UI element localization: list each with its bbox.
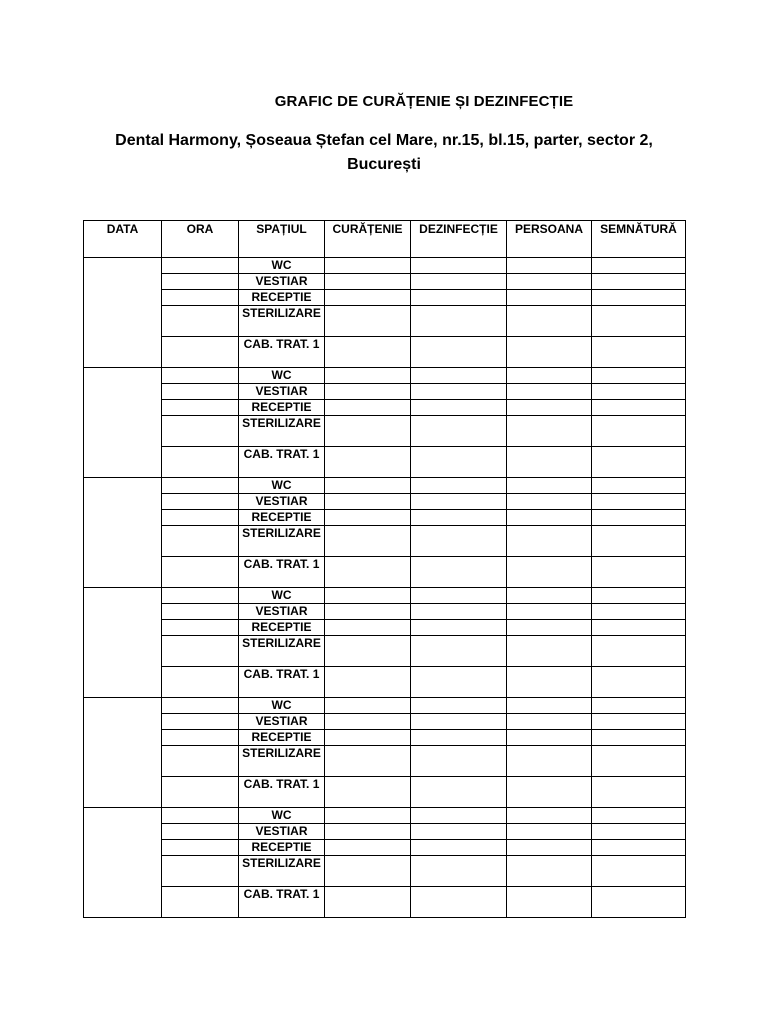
time-cell[interactable] <box>162 494 239 510</box>
disinfection-cell[interactable] <box>411 824 507 840</box>
space-label: VESTIAR <box>239 714 325 730</box>
time-cell[interactable] <box>162 840 239 856</box>
space-label: STERILIZARE <box>239 746 325 777</box>
signature-cell[interactable] <box>592 620 686 636</box>
time-cell[interactable] <box>162 526 239 557</box>
signature-cell[interactable] <box>592 808 686 824</box>
cleaning-schedule-table <box>83 220 686 918</box>
header-data: DATA <box>84 221 162 258</box>
space-label: RECEPTIE <box>239 840 325 856</box>
time-cell[interactable] <box>162 258 239 274</box>
table-row <box>84 746 686 777</box>
date-cell[interactable] <box>84 368 162 478</box>
signature-cell[interactable] <box>592 416 686 447</box>
table-row <box>84 824 686 840</box>
person-cell[interactable] <box>507 667 592 698</box>
table-row <box>84 400 686 416</box>
signature-cell[interactable] <box>592 447 686 478</box>
person-cell[interactable] <box>507 494 592 510</box>
table-row <box>84 416 686 447</box>
space-label: CAB. TRAT. 1 <box>239 667 325 698</box>
signature-cell[interactable] <box>592 604 686 620</box>
document-subtitle: Dental Harmony, Șoseaua Ștefan cel Mare, nr.15, bl.15, parter, sector 2, București <box>115 132 653 173</box>
signature-cell[interactable] <box>592 746 686 777</box>
time-cell[interactable] <box>162 290 239 306</box>
cleaning-cell[interactable] <box>325 636 411 667</box>
space-label: STERILIZARE <box>239 856 325 887</box>
disinfection-cell[interactable] <box>411 447 507 478</box>
signature-cell[interactable] <box>592 824 686 840</box>
disinfection-cell[interactable] <box>411 667 507 698</box>
person-cell[interactable] <box>507 368 592 384</box>
signature-cell[interactable] <box>592 557 686 588</box>
space-label: RECEPTIE <box>239 510 325 526</box>
cleaning-cell[interactable] <box>325 337 411 368</box>
cleaning-cell[interactable] <box>325 730 411 746</box>
time-cell[interactable] <box>162 274 239 290</box>
person-cell[interactable] <box>507 384 592 400</box>
person-cell[interactable] <box>507 588 592 604</box>
table-row <box>84 777 686 808</box>
time-cell[interactable] <box>162 887 239 918</box>
table-row <box>84 887 686 918</box>
person-cell[interactable] <box>507 416 592 447</box>
header-persoana: PERSOANA <box>507 221 592 258</box>
person-cell[interactable] <box>507 274 592 290</box>
disinfection-cell[interactable] <box>411 306 507 337</box>
signature-cell[interactable] <box>592 714 686 730</box>
signature-cell[interactable] <box>592 306 686 337</box>
table-row <box>84 306 686 337</box>
disinfection-cell[interactable] <box>411 337 507 368</box>
disinfection-cell[interactable] <box>411 557 507 588</box>
space-label: RECEPTIE <box>239 620 325 636</box>
person-cell[interactable] <box>507 510 592 526</box>
cleaning-cell[interactable] <box>325 604 411 620</box>
signature-cell[interactable] <box>592 274 686 290</box>
time-cell[interactable] <box>162 384 239 400</box>
signature-cell[interactable] <box>592 636 686 667</box>
cleaning-cell[interactable] <box>325 510 411 526</box>
disinfection-cell[interactable] <box>411 746 507 777</box>
cleaning-cell[interactable] <box>325 620 411 636</box>
table-row <box>84 730 686 746</box>
person-cell[interactable] <box>507 746 592 777</box>
space-label: VESTIAR <box>239 274 325 290</box>
space-label: CAB. TRAT. 1 <box>239 777 325 808</box>
table-row <box>84 510 686 526</box>
table-row <box>84 714 686 730</box>
signature-cell[interactable] <box>592 478 686 494</box>
person-cell[interactable] <box>507 808 592 824</box>
signature-cell[interactable] <box>592 494 686 510</box>
signature-cell[interactable] <box>592 400 686 416</box>
signature-cell[interactable] <box>592 667 686 698</box>
signature-cell[interactable] <box>592 290 686 306</box>
table-row <box>84 274 686 290</box>
disinfection-cell[interactable] <box>411 777 507 808</box>
date-cell[interactable] <box>84 698 162 808</box>
cleaning-cell[interactable] <box>325 746 411 777</box>
cleaning-cell[interactable] <box>325 447 411 478</box>
time-cell[interactable] <box>162 714 239 730</box>
disinfection-cell[interactable] <box>411 478 507 494</box>
space-label: WC <box>239 808 325 824</box>
signature-cell[interactable] <box>592 526 686 557</box>
person-cell[interactable] <box>507 620 592 636</box>
time-cell[interactable] <box>162 478 239 494</box>
header-spatiul: SPAȚIUL <box>239 221 325 258</box>
table-body <box>84 258 686 918</box>
person-cell[interactable] <box>507 306 592 337</box>
table-row <box>84 698 686 714</box>
cleaning-cell[interactable] <box>325 698 411 714</box>
cleaning-cell[interactable] <box>325 840 411 856</box>
cleaning-cell[interactable] <box>325 667 411 698</box>
disinfection-cell[interactable] <box>411 620 507 636</box>
table-row <box>84 494 686 510</box>
time-cell[interactable] <box>162 588 239 604</box>
person-cell[interactable] <box>507 714 592 730</box>
time-cell[interactable] <box>162 746 239 777</box>
person-cell[interactable] <box>507 447 592 478</box>
table-row <box>84 478 686 494</box>
cleaning-cell[interactable] <box>325 258 411 274</box>
signature-cell[interactable] <box>592 856 686 887</box>
signature-cell[interactable] <box>592 840 686 856</box>
time-cell[interactable] <box>162 510 239 526</box>
disinfection-cell[interactable] <box>411 416 507 447</box>
person-cell[interactable] <box>507 777 592 808</box>
table-row <box>84 808 686 824</box>
signature-cell[interactable] <box>592 887 686 918</box>
date-cell[interactable] <box>84 808 162 918</box>
table-row <box>84 384 686 400</box>
cleaning-cell[interactable] <box>325 368 411 384</box>
header-curatenie: CURĂȚENIE <box>325 221 411 258</box>
space-label: RECEPTIE <box>239 400 325 416</box>
space-label: STERILIZARE <box>239 636 325 667</box>
disinfection-cell[interactable] <box>411 856 507 887</box>
cleaning-cell[interactable] <box>325 887 411 918</box>
time-cell[interactable] <box>162 447 239 478</box>
space-label: WC <box>239 588 325 604</box>
space-label: VESTIAR <box>239 604 325 620</box>
cleaning-cell[interactable] <box>325 824 411 840</box>
table-header-row <box>84 221 686 258</box>
signature-cell[interactable] <box>592 698 686 714</box>
header-semnatura: SEMNĂTURĂ <box>592 221 686 258</box>
space-label: VESTIAR <box>239 494 325 510</box>
disinfection-cell[interactable] <box>411 714 507 730</box>
time-cell[interactable] <box>162 698 239 714</box>
person-cell[interactable] <box>507 887 592 918</box>
table-row <box>84 667 686 698</box>
time-cell[interactable] <box>162 557 239 588</box>
table-row <box>84 368 686 384</box>
person-cell[interactable] <box>507 337 592 368</box>
disinfection-cell[interactable] <box>411 494 507 510</box>
table-row <box>84 557 686 588</box>
table-row <box>84 856 686 887</box>
disinfection-cell[interactable] <box>411 887 507 918</box>
space-label: RECEPTIE <box>239 730 325 746</box>
table-row <box>84 604 686 620</box>
cleaning-cell[interactable] <box>325 290 411 306</box>
disinfection-cell[interactable] <box>411 400 507 416</box>
space-label: WC <box>239 478 325 494</box>
space-label: CAB. TRAT. 1 <box>239 887 325 918</box>
space-label: RECEPTIE <box>239 290 325 306</box>
person-cell[interactable] <box>507 400 592 416</box>
signature-cell[interactable] <box>592 337 686 368</box>
time-cell[interactable] <box>162 368 239 384</box>
table-row <box>84 526 686 557</box>
header-ora: ORA <box>162 221 239 258</box>
cleaning-cell[interactable] <box>325 526 411 557</box>
disinfection-cell[interactable] <box>411 274 507 290</box>
space-label: STERILIZARE <box>239 416 325 447</box>
signature-cell[interactable] <box>592 384 686 400</box>
person-cell[interactable] <box>507 636 592 667</box>
time-cell[interactable] <box>162 824 239 840</box>
space-label: VESTIAR <box>239 824 325 840</box>
disinfection-cell[interactable] <box>411 510 507 526</box>
person-cell[interactable] <box>507 290 592 306</box>
space-label: WC <box>239 258 325 274</box>
space-label: STERILIZARE <box>239 306 325 337</box>
person-cell[interactable] <box>507 604 592 620</box>
disinfection-cell[interactable] <box>411 636 507 667</box>
person-cell[interactable] <box>507 557 592 588</box>
date-cell[interactable] <box>84 588 162 698</box>
table-row <box>84 840 686 856</box>
time-cell[interactable] <box>162 604 239 620</box>
cleaning-cell[interactable] <box>325 306 411 337</box>
signature-cell[interactable] <box>592 777 686 808</box>
date-cell[interactable] <box>84 478 162 588</box>
person-cell[interactable] <box>507 698 592 714</box>
cleaning-cell[interactable] <box>325 494 411 510</box>
document-title: GRAFIC DE CURĂȚENIE ȘI DEZINFECȚIE <box>274 93 574 110</box>
time-cell[interactable] <box>162 306 239 337</box>
cleaning-cell[interactable] <box>325 557 411 588</box>
space-label: CAB. TRAT. 1 <box>239 337 325 368</box>
disinfection-cell[interactable] <box>411 730 507 746</box>
cleaning-cell[interactable] <box>325 416 411 447</box>
cleaning-cell[interactable] <box>325 714 411 730</box>
disinfection-cell[interactable] <box>411 290 507 306</box>
cleaning-cell[interactable] <box>325 588 411 604</box>
disinfection-cell[interactable] <box>411 384 507 400</box>
cleaning-cell[interactable] <box>325 777 411 808</box>
table-row <box>84 636 686 667</box>
time-cell[interactable] <box>162 400 239 416</box>
signature-cell[interactable] <box>592 368 686 384</box>
signature-cell[interactable] <box>592 588 686 604</box>
person-cell[interactable] <box>507 478 592 494</box>
cleaning-cell[interactable] <box>325 274 411 290</box>
space-label: VESTIAR <box>239 384 325 400</box>
cleaning-cell[interactable] <box>325 808 411 824</box>
table-row <box>84 258 686 274</box>
signature-cell[interactable] <box>592 510 686 526</box>
person-cell[interactable] <box>507 258 592 274</box>
space-label: CAB. TRAT. 1 <box>239 447 325 478</box>
time-cell[interactable] <box>162 620 239 636</box>
time-cell[interactable] <box>162 730 239 746</box>
person-cell[interactable] <box>507 856 592 887</box>
disinfection-cell[interactable] <box>411 808 507 824</box>
table-row <box>84 290 686 306</box>
disinfection-cell[interactable] <box>411 258 507 274</box>
time-cell[interactable] <box>162 856 239 887</box>
disinfection-cell[interactable] <box>411 588 507 604</box>
header-dezinfectie: DEZINFECȚIE <box>411 221 507 258</box>
disinfection-cell[interactable] <box>411 368 507 384</box>
time-cell[interactable] <box>162 777 239 808</box>
time-cell[interactable] <box>162 808 239 824</box>
person-cell[interactable] <box>507 526 592 557</box>
space-label: STERILIZARE <box>239 526 325 557</box>
disinfection-cell[interactable] <box>411 840 507 856</box>
time-cell[interactable] <box>162 416 239 447</box>
time-cell[interactable] <box>162 667 239 698</box>
space-label: CAB. TRAT. 1 <box>239 557 325 588</box>
signature-cell[interactable] <box>592 730 686 746</box>
table-row <box>84 588 686 604</box>
disinfection-cell[interactable] <box>411 698 507 714</box>
table-row <box>84 447 686 478</box>
space-label: WC <box>239 698 325 714</box>
time-cell[interactable] <box>162 636 239 667</box>
time-cell[interactable] <box>162 337 239 368</box>
space-label: WC <box>239 368 325 384</box>
signature-cell[interactable] <box>592 258 686 274</box>
disinfection-cell[interactable] <box>411 526 507 557</box>
cleaning-cell[interactable] <box>325 400 411 416</box>
cleaning-cell[interactable] <box>325 478 411 494</box>
disinfection-cell[interactable] <box>411 604 507 620</box>
person-cell[interactable] <box>507 824 592 840</box>
cleaning-cell[interactable] <box>325 856 411 887</box>
table-row <box>84 337 686 368</box>
date-cell[interactable] <box>84 258 162 368</box>
cleaning-cell[interactable] <box>325 384 411 400</box>
person-cell[interactable] <box>507 730 592 746</box>
person-cell[interactable] <box>507 840 592 856</box>
table-row <box>84 620 686 636</box>
